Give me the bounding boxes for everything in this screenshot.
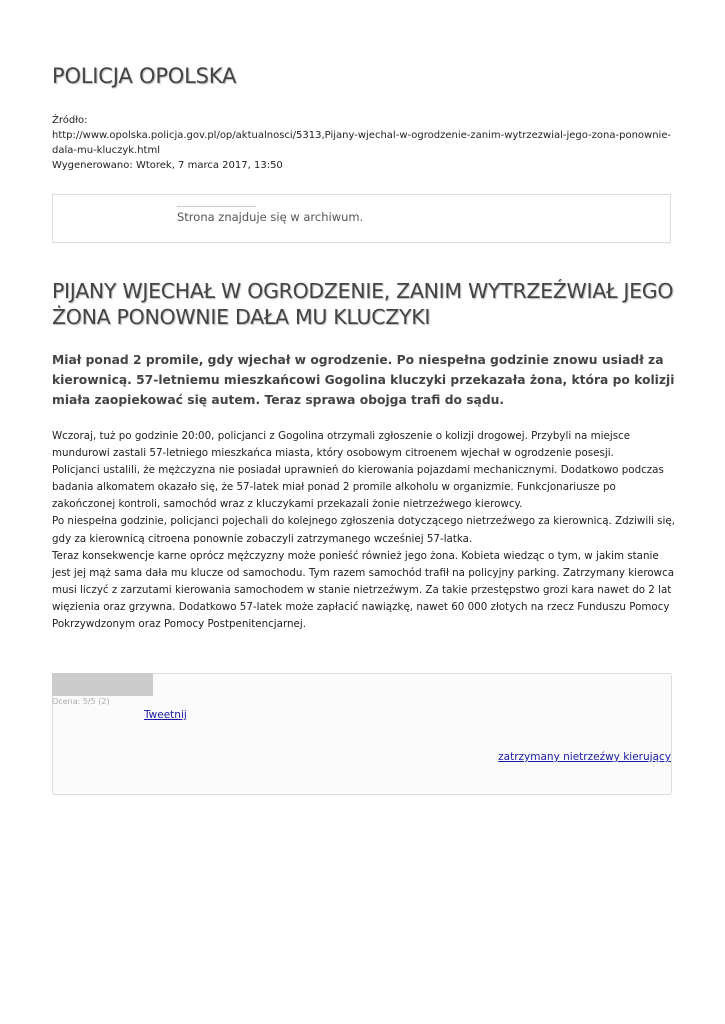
article-paragraph: Wczoraj, tuż po godzinie 20:00, policjanci z Gogolina otrzymali zgłoszenie o kolizji drogowej. Przybyli na miejsce mundurowi zastali 57-letniego mieszkańca miasta, który osobowym citroenem wjechał w ogrodzenie posesji. xyxy=(52,430,631,460)
source-label: Źródło: xyxy=(52,115,88,126)
archive-notice: Strona znajduje się w archiwum. xyxy=(177,210,364,224)
article-title: PIJANY WJECHAŁ W OGRODZENIE, ZANIM WYTRZEŹWIAŁ JEGO ŻONA PONOWNIE DAŁA MU KLUCZYKI xyxy=(52,279,674,329)
article-paragraph: Policjanci ustalili, że mężczyzna nie posiadał uprawnień do kierowania pojazdami mechanicznymi. Dodatkowo podczas badania alkomatem okazało się, że 57-latek miał ponad 2 promile alkoholu w organizmie. Funkcjonariusze po zakończonej kontroli, samochód wraz z kluczykami przekazali żonie nietrzeźwego kierowcy. xyxy=(52,464,664,511)
article-footer xyxy=(52,673,672,795)
rating-label: Ocena: 5/5 (2) xyxy=(52,697,110,706)
archive-notice-box xyxy=(52,194,671,243)
rating-bar[interactable] xyxy=(52,673,153,696)
source-url: http://www.opolska.policja.gov.pl/op/aktualnosci/5313,Pijany-wjechal-w-ogrodzenie-zanim-wytrzezwial-jego-zona-ponownie-dala-mu-kluczyk.html xyxy=(52,130,672,156)
source-meta xyxy=(52,113,674,173)
tag-link[interactable]: zatrzymany nietrzeźwy kierujący xyxy=(498,751,671,763)
generated-date: Wygenerowano: Wtorek, 7 marca 2017, 13:50 xyxy=(52,160,283,171)
article-paragraph: Teraz konsekwencje karne oprócz mężczyzny może ponieść również jego żona. Kobieta wiedząc o tym, w jakim stanie jest jej mąż sama dała mu klucze od samochodu. Tym razem samochód trafił na policyjny parking. Zatrzymany kierowca musi liczyć z zarzutami kierowania samochodem w stanie nietrzeźwym. Za takie przestępstwo grozi kara nawet do 2 lat więzienia oraz grzywna. Dodatkowo 57-latek może zapłacić nawiązkę, nawet 60 000 złotych na rzecz Funduszu Pomocy Pokrzywdzonym oraz Pomocy Postpenitencjarnej. xyxy=(52,549,675,631)
site-title: POLICJA OPOLSKA xyxy=(52,64,237,88)
divider xyxy=(177,206,256,207)
tweet-link[interactable]: Tweetnij xyxy=(144,709,187,721)
article-lead: Miał ponad 2 promile, gdy wjechał w ogrodzenie. Po niespełna godzinie znowu usiadł za kierownicą. 57-letniemu mieszkańcowi Gogolina kluczyki przekazała żona, która po kolizji miała zaopiekować się autem. Teraz sprawa obojga trafi do sądu. xyxy=(52,353,675,407)
article-paragraph: Po niespełna godzinie, policjanci pojechali do kolejnego zgłoszenia dotyczącego nietrzeźwego za kierownicą. Zdziwili się, gdy za kierownicą citroena ponownie zobaczyli zatrzymanego wcześniej 57-latka. xyxy=(52,515,676,545)
article-body xyxy=(52,428,676,633)
